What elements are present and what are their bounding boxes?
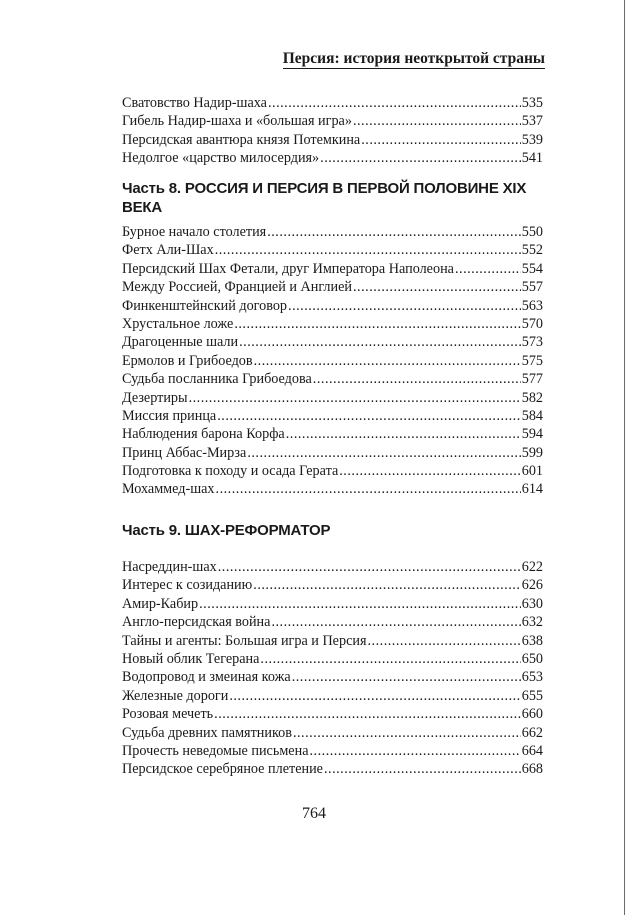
- toc-entry-title: Персидское серебряное плетение: [122, 761, 323, 778]
- toc-entry[interactable]: [122, 480, 543, 498]
- toc-entry[interactable]: [122, 650, 543, 668]
- toc-entry-title: Бурное начало столетия: [122, 224, 267, 240]
- toc-entry[interactable]: [122, 297, 543, 315]
- toc-leader-dots: [368, 632, 521, 650]
- toc-entry-page: 563: [521, 297, 543, 314]
- toc-entry-page: 557: [521, 279, 543, 296]
- toc-entry[interactable]: [122, 705, 543, 723]
- toc-entry-title: Финкенштейнский договор: [122, 297, 288, 314]
- toc-group-part-9: [122, 558, 543, 779]
- toc-entry-page: 554: [521, 260, 543, 277]
- toc-entry[interactable]: [122, 558, 543, 576]
- toc-entry-title: Дезертиры: [122, 389, 188, 406]
- toc-entry[interactable]: [122, 687, 543, 705]
- toc-entry-page: 653: [521, 669, 543, 686]
- toc-entry-page: 539: [521, 131, 543, 148]
- toc-entry-title: Тайны и агенты: Большая игра и Персия: [122, 632, 367, 649]
- toc-entry-title: Персидский Шах Фетали, друг Императора Наполеона: [122, 260, 454, 277]
- toc-entry-page: 573: [521, 334, 543, 351]
- toc-leader-dots: [229, 687, 520, 705]
- toc-leader-dots: [218, 558, 521, 576]
- toc-leader-dots: [260, 650, 520, 668]
- toc-entry[interactable]: [122, 595, 543, 613]
- toc-entry-page: 614: [521, 481, 543, 498]
- toc-leader-dots: [286, 425, 521, 443]
- toc-entry-page: 582: [521, 389, 543, 406]
- toc-entry-page: 660: [521, 706, 543, 723]
- toc-entry[interactable]: [122, 742, 543, 760]
- toc-entry-title: Недолгое «царство милосердия»: [122, 150, 320, 167]
- toc-leader-dots: [216, 480, 521, 498]
- toc-leader-dots: [361, 131, 521, 149]
- toc-leader-dots: [214, 705, 521, 723]
- toc-leader-dots: [254, 352, 521, 370]
- toc-entry[interactable]: [122, 241, 543, 259]
- toc-entry-title: Миссия принца: [122, 407, 217, 424]
- toc-entry-title: Прочесть неведомые письмена: [122, 742, 309, 759]
- toc-entry-page: 599: [521, 444, 543, 461]
- toc-leader-dots: [288, 297, 521, 315]
- toc-leader-dots: [267, 223, 521, 241]
- toc-entry[interactable]: [122, 223, 543, 241]
- toc-leader-dots: [247, 444, 520, 462]
- toc-entry[interactable]: [122, 462, 543, 480]
- toc-entry-page: 668: [521, 761, 543, 778]
- toc-leader-dots: [253, 576, 520, 594]
- toc-entry[interactable]: [122, 668, 543, 686]
- toc-leader-dots: [239, 333, 521, 351]
- toc-entry[interactable]: [122, 724, 543, 742]
- toc-entry-page: 632: [521, 614, 543, 631]
- toc-group-part-8: [122, 223, 543, 499]
- toc-entry-title: Судьба посланника Грибоедова: [122, 371, 312, 388]
- toc-entry[interactable]: [122, 613, 543, 631]
- toc-leader-dots: [292, 668, 521, 686]
- toc-leader-dots: [353, 112, 521, 130]
- toc-entry-title: Драгоценные шали: [122, 334, 239, 351]
- toc-entry[interactable]: [122, 131, 543, 149]
- toc-entry[interactable]: [122, 112, 543, 130]
- toc-entry-title: Англо-персидская война: [122, 614, 271, 631]
- toc-entry[interactable]: [122, 576, 543, 594]
- toc-entry-page: 662: [521, 724, 543, 741]
- toc-entry[interactable]: [122, 352, 543, 370]
- toc-entry-page: 594: [521, 426, 543, 443]
- toc-leader-dots: [353, 278, 521, 296]
- toc-entry-page: 577: [521, 371, 543, 388]
- toc-entry-title: Водопровод и змеиная кожа: [122, 669, 291, 686]
- toc-entry-title: Хрустальное ложе: [122, 315, 234, 332]
- toc-leader-dots: [268, 94, 521, 112]
- toc-entry-title: Принц Аббас-Мирза: [122, 444, 247, 461]
- toc-leader-dots: [215, 241, 521, 259]
- toc-entry-title: Интерес к созиданию: [122, 577, 253, 594]
- toc-entry[interactable]: [122, 370, 543, 388]
- toc-entry-page: 535: [521, 95, 543, 111]
- toc-entry-page: 650: [521, 650, 543, 667]
- toc-leader-dots: [339, 462, 520, 480]
- toc-entry-page: 638: [521, 632, 543, 649]
- page-number: 764: [302, 805, 326, 822]
- toc-entry[interactable]: [122, 444, 543, 462]
- toc-entry[interactable]: [122, 333, 543, 351]
- toc-entry-page: 626: [521, 577, 543, 594]
- toc-entry-page: 630: [521, 595, 543, 612]
- toc-leader-dots: [324, 760, 521, 778]
- toc-entry-page: 550: [521, 224, 543, 240]
- toc-entry-page: 570: [521, 315, 543, 332]
- toc-leader-dots: [234, 315, 520, 333]
- running-title: Персия: история неоткрытой страны: [282, 50, 545, 67]
- toc-entry-title: Мохаммед-шах: [122, 481, 215, 498]
- toc-entry-title: Амир-Кабир: [122, 595, 199, 612]
- toc-entry-page: 655: [521, 687, 543, 704]
- toc-entry-title: Насреддин-шах: [122, 559, 217, 575]
- toc-entry-title: Персидская авантюра князя Потемкина: [122, 131, 361, 148]
- toc-entry[interactable]: [122, 94, 543, 112]
- toc-leader-dots: [313, 370, 521, 388]
- page-edge-line: [624, 0, 625, 915]
- toc-entry-page: 664: [521, 742, 543, 759]
- toc-leader-dots: [189, 389, 521, 407]
- toc-leader-dots: [199, 595, 521, 613]
- toc-entry-page: 537: [521, 113, 543, 130]
- toc-entry-page: 622: [521, 559, 543, 575]
- toc-entry-page: 541: [521, 150, 543, 167]
- toc-entry-title: Железные дороги: [122, 687, 229, 704]
- toc-entry-title: Подготовка к походу и осада Герата: [122, 463, 339, 480]
- toc-entry-title: Гибель Надир-шаха и «большая игра»: [122, 113, 352, 130]
- toc-leader-dots: [217, 407, 520, 425]
- toc-entry[interactable]: [122, 407, 543, 425]
- toc-leader-dots: [310, 742, 521, 760]
- toc-entry-title: Фетх Али-Шах: [122, 242, 214, 259]
- toc-entry-title: Между Россией, Францией и Англией: [122, 279, 352, 296]
- toc-group-continued: [122, 94, 543, 168]
- toc-entry-page: 552: [521, 242, 543, 259]
- toc-entry-page: 575: [521, 352, 543, 369]
- toc-entry-title: Розовая мечеть: [122, 706, 214, 723]
- toc-entry[interactable]: [122, 315, 543, 333]
- running-header: [120, 50, 545, 68]
- toc-entry[interactable]: [122, 760, 543, 778]
- toc-entry[interactable]: [122, 260, 543, 278]
- toc-leader-dots: [271, 613, 520, 631]
- toc-entry-title: Судьба древних памятников: [122, 724, 292, 741]
- toc-leader-dots: [293, 724, 521, 742]
- toc-entry[interactable]: [122, 632, 543, 650]
- toc-entry[interactable]: [122, 425, 543, 443]
- toc-entry-title: Новый облик Тегерана: [122, 650, 260, 667]
- part-8-heading: Часть 8. РОССИЯ И ПЕРСИЯ В ПЕРВОЙ ПОЛОВИНЕ XIX ВЕКА: [122, 180, 527, 216]
- toc-leader-dots: [320, 149, 521, 167]
- part-9-heading: Часть 9. ШАХ-РЕФОРМАТОР: [122, 522, 331, 539]
- toc-entry-title: Наблюдения барона Корфа: [122, 426, 285, 443]
- toc-entry-page: 584: [521, 407, 543, 424]
- toc-entry[interactable]: [122, 278, 543, 296]
- toc-entry[interactable]: [122, 389, 543, 407]
- toc-entry-page: 601: [521, 463, 543, 480]
- toc-entry-title: Ермолов и Грибоедов: [122, 352, 253, 369]
- toc-entry[interactable]: [122, 149, 543, 167]
- toc-leader-dots: [455, 260, 521, 278]
- toc-entry-title: Сватовство Надир-шаха: [122, 95, 267, 111]
